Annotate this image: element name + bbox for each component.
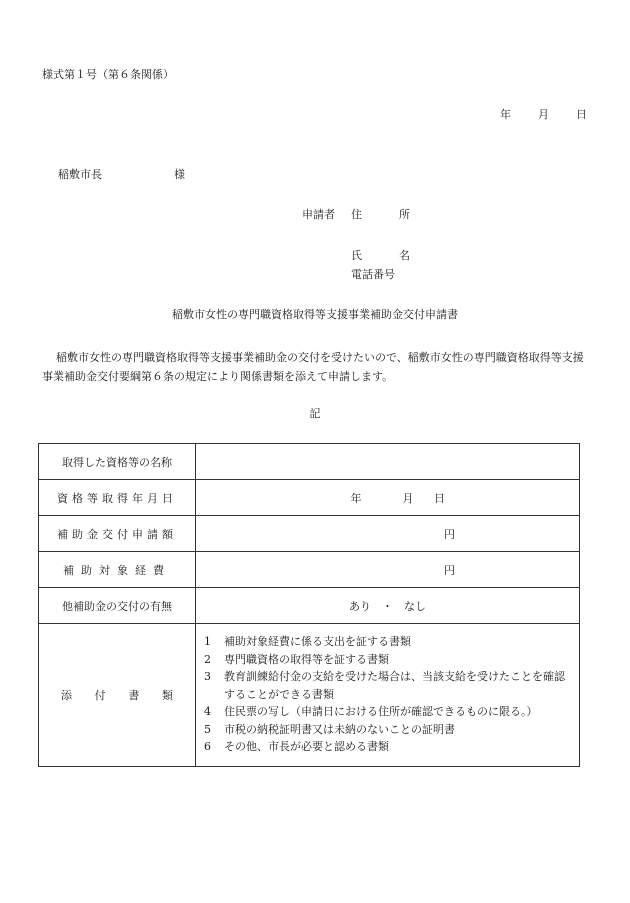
table-row <box>39 552 580 588</box>
date-line <box>500 108 587 122</box>
name-label-char-2: 名 <box>399 249 410 262</box>
application-table <box>38 443 580 767</box>
ki-heading: 記 <box>309 407 321 420</box>
date-day: 日 <box>576 108 587 121</box>
phone-label: 電話番号 <box>351 268 395 281</box>
attachment-text: 住民票の写し（申請日における住所が確認できるものに限る。） <box>224 705 538 718</box>
eligible-expenses-label: 補助対象経費 <box>39 552 196 588</box>
requested-amount-unit: 円 <box>444 527 455 541</box>
list-item <box>204 738 573 756</box>
address-label-char-1: 住 <box>351 208 362 221</box>
eligible-expenses-field[interactable] <box>196 552 580 588</box>
acquisition-date-field[interactable] <box>196 480 580 516</box>
other-subsidy-label: 他補助金の交付の有無 <box>39 588 196 624</box>
attachment-text: 専門職資格の取得等を証する書類 <box>224 652 389 666</box>
attachment-number: 2 <box>204 652 211 666</box>
name-label <box>351 249 410 263</box>
addressee-name: 稲敷市長 <box>58 168 102 181</box>
requested-amount-field[interactable] <box>196 516 580 552</box>
list-item <box>204 668 573 703</box>
table-row <box>39 444 580 480</box>
table-row <box>39 480 580 516</box>
acquisition-year: 年 <box>350 491 362 505</box>
applicant-label: 申請者 <box>302 208 335 221</box>
attachments-list <box>196 624 579 766</box>
acquisition-month: 月 <box>402 491 414 505</box>
attachments-label-char: 付 <box>94 688 106 702</box>
addressee <box>58 168 185 182</box>
eligible-expenses-unit: 円 <box>444 563 455 577</box>
qualification-name-field[interactable] <box>196 444 580 480</box>
other-subsidy-choice[interactable]: あり ・ なし <box>196 588 580 624</box>
acquisition-day: 日 <box>434 491 445 505</box>
list-item <box>204 703 573 721</box>
attachment-text: 教育訓練給付金の支給を受けた場合は、当該支給を受けたことを確認することができる書類 <box>224 670 565 701</box>
attachments-label <box>39 624 196 767</box>
attachments-label-char: 類 <box>161 688 173 702</box>
application-statement: 稲敷市女性の専門職資格取得等支援事業補助金の交付を受けたいので、稲敷市女性の専門職資格取得等支援事業補助金交付要綱第６条の規定により関係書類を添えて申請します。 <box>42 351 584 383</box>
attachments-label-char: 添 <box>61 688 72 702</box>
list-item <box>204 633 573 651</box>
attachment-number: 4 <box>204 705 211 718</box>
attachments-label-char: 書 <box>128 688 140 702</box>
address-label-char-2: 所 <box>399 208 410 221</box>
attachment-text: 市税の納税証明書又は未納のないことの証明書 <box>224 722 455 736</box>
addressee-honorific: 様 <box>174 168 185 181</box>
attachment-text: 補助対象経費に係る支出を証する書類 <box>224 635 411 648</box>
table-row <box>39 588 580 624</box>
table-row <box>39 516 580 552</box>
address-label <box>351 208 410 222</box>
date-year: 年 <box>500 108 511 121</box>
qualification-name-label: 取得した資格等の名称 <box>39 444 196 480</box>
date-month: 月 <box>538 108 549 121</box>
form-number: 様式第１号（第６条関係） <box>42 68 174 81</box>
attachment-text: その他、市長が必要と認める書類 <box>224 740 389 753</box>
document-title: 稲敷市女性の専門職資格取得等支援事業補助金交付申請書 <box>172 308 458 321</box>
table-row <box>39 624 580 767</box>
list-item <box>204 651 573 669</box>
attachment-number: 1 <box>204 635 211 648</box>
list-item <box>204 721 573 739</box>
attachments-list-cell <box>196 624 580 767</box>
attachment-number: 5 <box>204 722 211 736</box>
acquisition-date-label: 資格等取得年月日 <box>39 480 196 516</box>
requested-amount-label: 補助金交付申請額 <box>39 516 196 552</box>
attachment-number: 3 <box>204 670 211 683</box>
attachment-number: 6 <box>204 740 211 753</box>
name-label-char-1: 氏 <box>351 249 362 262</box>
